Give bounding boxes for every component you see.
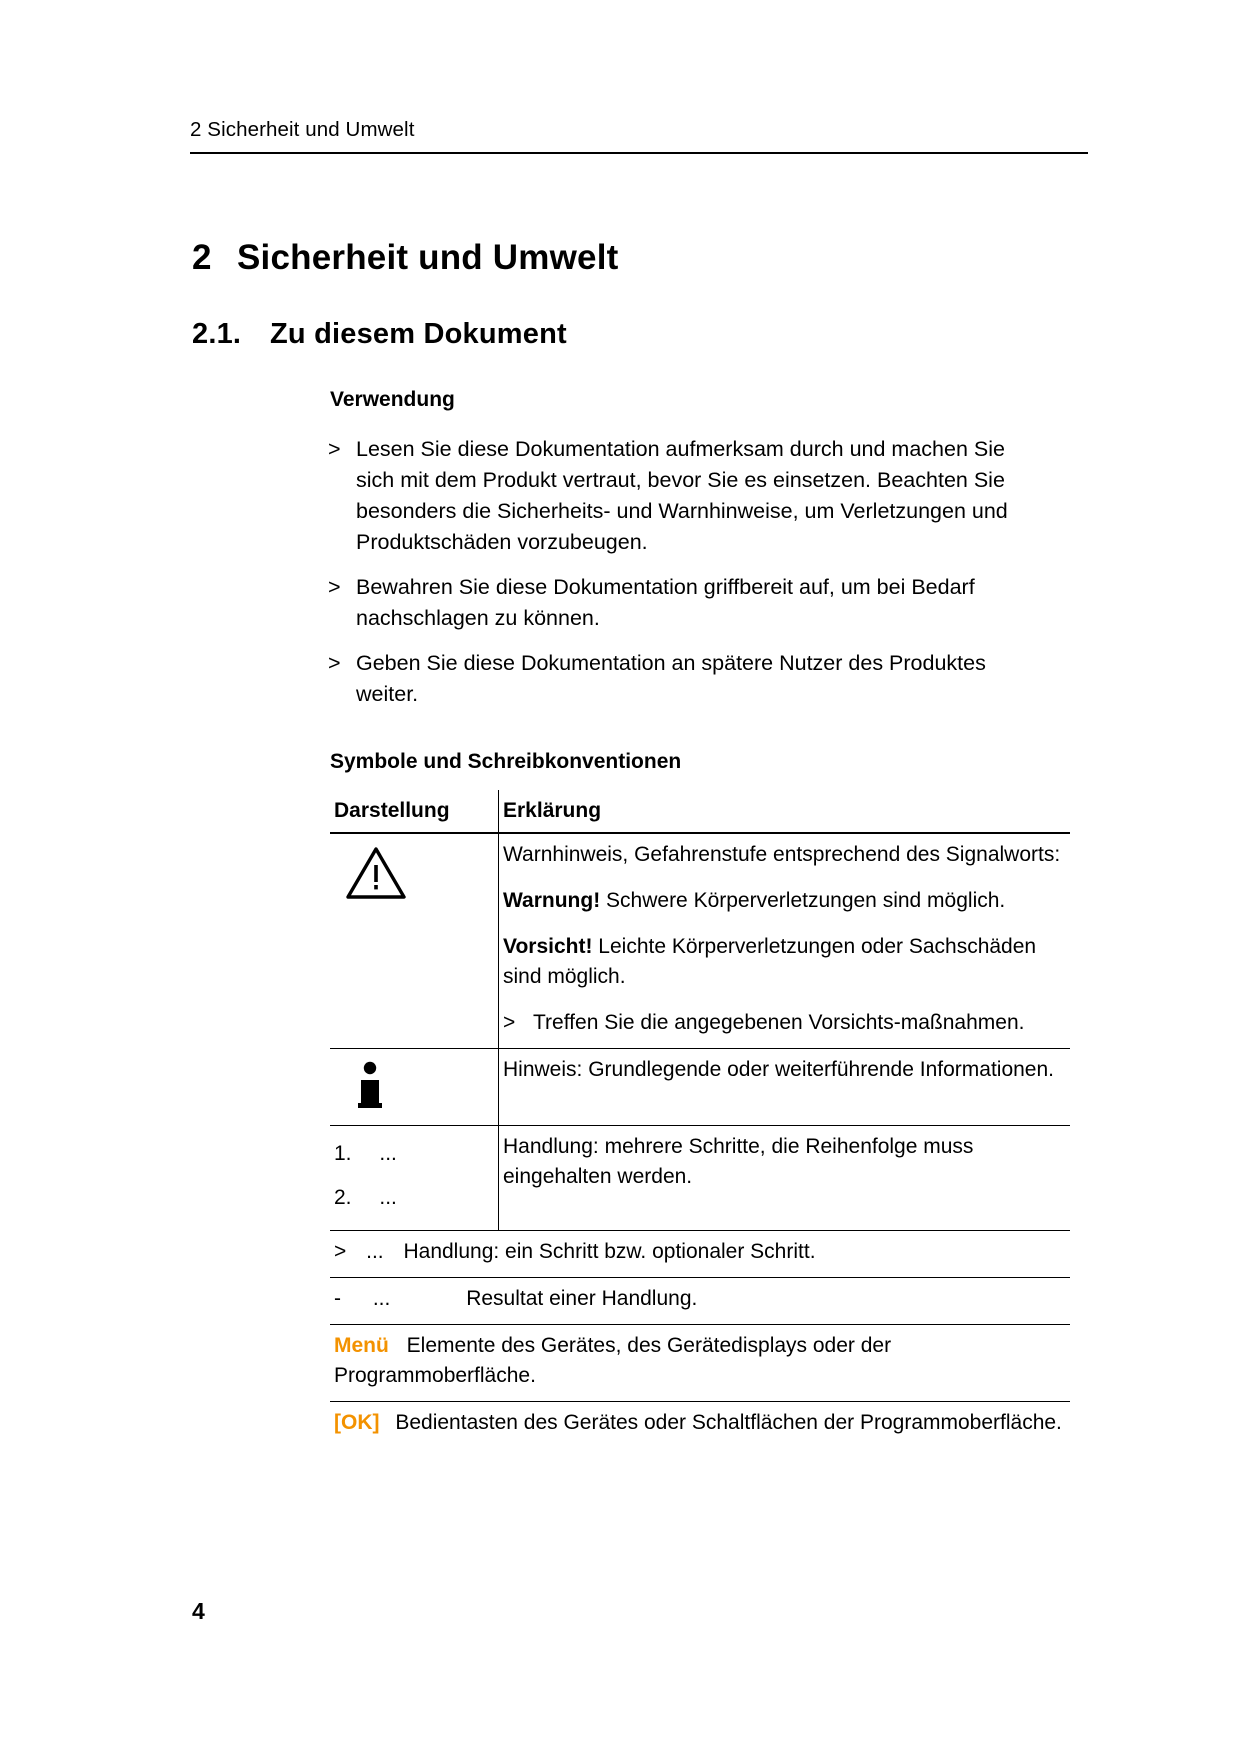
list-bullet-marker: > <box>503 1011 516 1034</box>
warning-description-cell <box>499 833 1071 1049</box>
warning-action-text: Treffen Sie die angegebenen Vorsichts-maßnahmen. <box>533 1011 1025 1034</box>
header-divider <box>190 152 1088 154</box>
info-i-icon <box>348 1059 392 1113</box>
list-item <box>328 434 1028 558</box>
chapter-title: Sicherheit und Umwelt <box>237 238 619 277</box>
chapter-number: 2 <box>192 238 212 277</box>
step-two-dots: ... <box>379 1186 397 1209</box>
result-cell <box>330 1278 1070 1325</box>
single-step-dots: ... <box>366 1240 384 1263</box>
chapter-heading <box>192 238 618 278</box>
warning-triangle-icon <box>346 846 406 900</box>
section-title: Zu diesem Dokument <box>270 318 567 350</box>
step-two-number: 2. <box>334 1186 352 1209</box>
info-cell <box>330 1049 499 1126</box>
single-step-text: Handlung: ein Schritt bzw. optionaler Schritt. <box>403 1240 816 1263</box>
info-description-cell: Hinweis: Grundlegende oder weiterführende Informationen. <box>499 1049 1071 1126</box>
result-text: Resultat einer Handlung. <box>466 1287 698 1310</box>
warnung-label: Warnung! <box>503 889 601 912</box>
list-bullet-marker: > <box>328 651 341 675</box>
table-row <box>330 1126 1070 1231</box>
column-header-erklaerung: Erklärung <box>499 790 1071 833</box>
menu-label: Menü <box>334 1334 389 1357</box>
warning-level-vorsicht <box>503 932 1066 992</box>
result-marker: - <box>334 1287 341 1310</box>
warning-line-1: Warnhinweis, Gefahrenstufe entsprechend des Signalworts: <box>503 843 1061 866</box>
step-one <box>334 1132 494 1176</box>
list-item <box>328 648 1028 710</box>
ok-key-label: [OK] <box>334 1411 380 1434</box>
table-row <box>330 1278 1070 1325</box>
menu-description: Elemente des Gerätes, des Gerätedisplays oder der Programmoberfläche. <box>334 1334 892 1387</box>
step-two <box>334 1176 494 1220</box>
column-header-darstellung: Darstellung <box>330 790 499 833</box>
table-row <box>330 1325 1070 1402</box>
vorsicht-label: Vorsicht! <box>503 935 593 958</box>
section-heading <box>192 318 567 351</box>
section-number: 2.1. <box>192 318 242 350</box>
step-one-dots: ... <box>379 1142 397 1165</box>
table-header-row <box>330 790 1070 833</box>
numbered-steps-cell <box>330 1126 499 1231</box>
page-number: 4 <box>192 1598 205 1624</box>
table-row <box>330 1231 1070 1278</box>
warnung-text: Schwere Körperverletzungen sind möglich. <box>600 889 1006 912</box>
step-one-number: 1. <box>334 1142 352 1165</box>
running-header: 2 Sicherheit und Umwelt <box>190 118 415 141</box>
subheading-symbols: Symbole und Schreibkonventionen <box>330 750 682 773</box>
symbols-table <box>330 790 1070 1448</box>
subheading-usage: Verwendung <box>330 388 455 411</box>
button-cell <box>330 1402 1070 1449</box>
list-item-text: Bewahren Sie diese Dokumentation griffbereit auf, um bei Bedarf nachschlagen zu können. <box>356 575 975 630</box>
list-item-text: Lesen Sie diese Dokumentation aufmerksam durch und machen Sie sich mit dem Produkt vertraut, bevor Sie es einsetzen. Beachten Sie besonders die Sicherheits- und Warnhinweise, um Verletzungen und Produktschäden vorzubeugen. <box>356 437 1008 554</box>
menu-cell <box>330 1325 1070 1402</box>
single-step-cell <box>330 1231 1070 1278</box>
list-item-text: Geben Sie diese Dokumentation an spätere Nutzer des Produktes weiter. <box>356 651 986 706</box>
vorsicht-text: Leichte Körperverletzungen oder Sachschäden sind möglich. <box>503 935 1037 988</box>
list-item <box>328 572 1028 634</box>
table-row <box>330 1049 1070 1126</box>
numbered-steps-description: Handlung: mehrere Schritte, die Reihenfolge muss eingehalten werden. <box>499 1126 1071 1231</box>
result-dots: ... <box>372 1287 391 1310</box>
warning-level-warnung <box>503 886 1066 916</box>
usage-list <box>328 434 1028 724</box>
table-row <box>330 1402 1070 1449</box>
list-bullet-marker: > <box>328 575 341 599</box>
list-bullet-marker: > <box>328 437 341 461</box>
warning-cell <box>330 833 499 1049</box>
single-step-marker: > <box>334 1240 347 1263</box>
warning-action-item <box>503 1008 1066 1038</box>
table-row <box>330 833 1070 1049</box>
button-description: Bedientasten des Gerätes oder Schaltflächen der Programmoberfläche. <box>395 1411 1062 1434</box>
